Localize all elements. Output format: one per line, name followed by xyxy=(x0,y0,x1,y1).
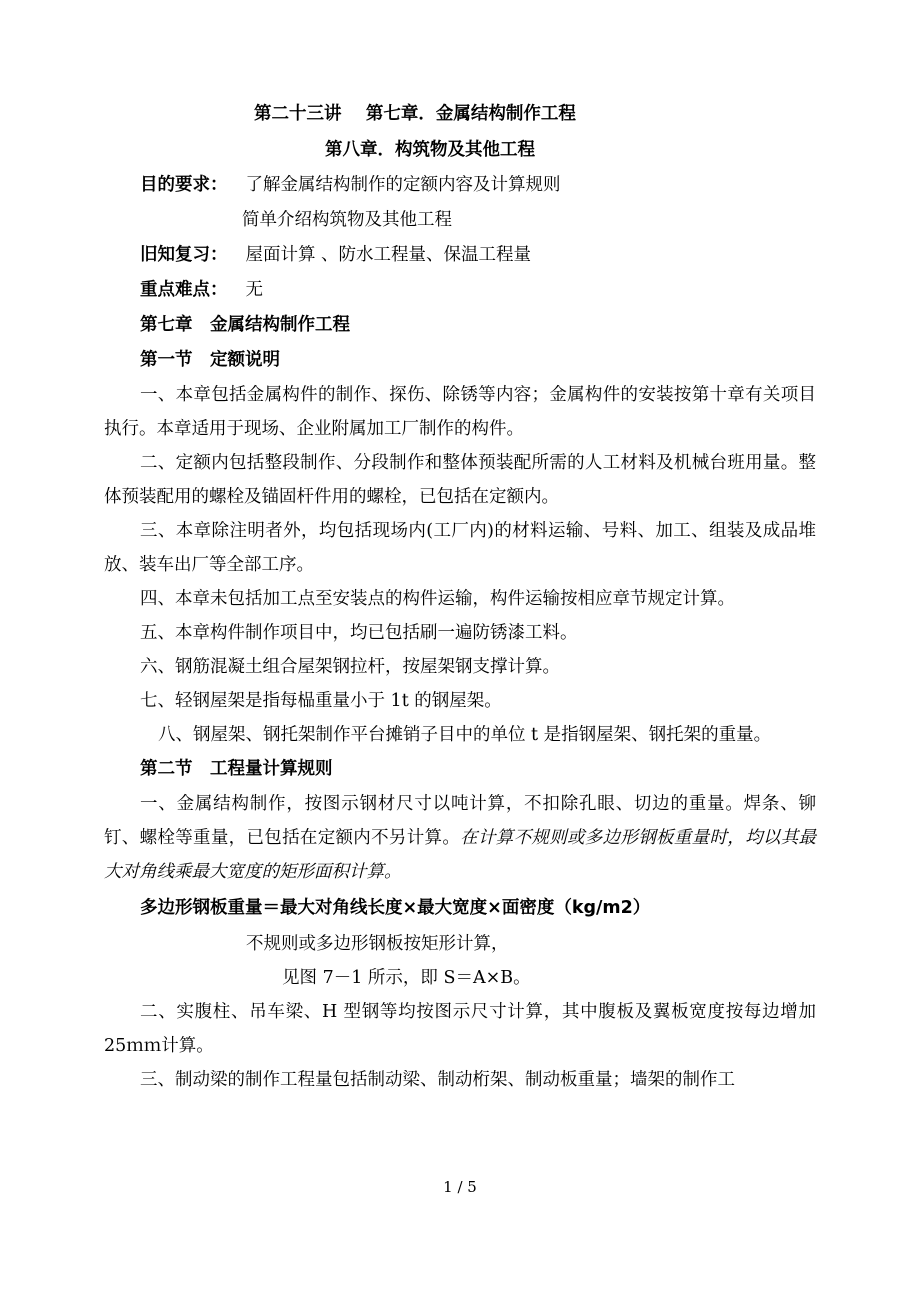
section-2-heading: 第二节 工程量计算规则 xyxy=(140,759,333,779)
section-1-item-4: 五、本章构件制作项目中，均已包括刷一遍防锈漆工料。 xyxy=(140,623,578,643)
objective-row xyxy=(104,168,816,203)
keypoint-row xyxy=(104,273,816,308)
keypoint-text: 无 xyxy=(245,280,263,300)
section-1-item-6: 七、轻钢屋架是指每榀重量小于 1t 的钢屋架。 xyxy=(140,691,502,711)
objective-row-2 xyxy=(104,203,816,238)
objective-label: 目的要求： xyxy=(140,175,228,195)
section-2-item-1-italic: 在计算不规则或多边形钢板重量时，均以其最大对角线乘最大宽度的矩形面积计算。 xyxy=(104,828,817,882)
document-title-line-2: 第八章．构筑物及其他工程 xyxy=(325,140,535,160)
section-2-item-3: 三、制动梁的制作工程量包括制动梁、制动桁架、制动板重量；墙架的制作工 xyxy=(140,1070,735,1090)
section-1-item-2: 三、本章除注明者外，均包括现场内(工厂内)的材料运输、号料、加工、组装及成品堆放、装车出厂等全部工序。 xyxy=(104,521,816,575)
section-1-item-5: 六、钢筋混凝土组合屋架钢拉杆，按屋架钢支撑计算。 xyxy=(140,657,560,677)
objective-text-2: 简单介绍构筑物及其他工程 xyxy=(242,210,452,230)
formula-note-1: 不规则或多边形钢板按矩形计算， xyxy=(246,934,509,954)
keypoint-label: 重点难点： xyxy=(140,280,228,300)
page-number: 1 / 5 xyxy=(443,1178,477,1196)
review-row xyxy=(104,238,816,273)
formula-line: 多边形钢板重量＝最大对角线长度×最大宽度×面密度（kg/m2） xyxy=(140,898,651,918)
section-1-item-7: 八、钢屋架、钢托架制作平台摊销子目中的单位 t 是指钢屋架、钢托架的重量。 xyxy=(158,725,772,745)
formula-note-2: 见图 7－1 所示，即 S＝A×B。 xyxy=(282,968,531,988)
document-title-line-1: 第二十三讲 第七章．金属结构制作工程 xyxy=(254,104,576,124)
chapter-heading: 第七章 金属结构制作工程 xyxy=(140,315,350,335)
section-2-item-1-normal: 一、金属结构制作，按图示钢材尺寸以吨计算，不扣除孔眼、切边的重量。焊条、铆钉、螺栓等重量，已包括在定额内不另计算。 xyxy=(104,794,816,848)
section-1-item-3: 四、本章未包括加工点至安装点的构件运输，构件运输按相应章节规定计算。 xyxy=(140,589,735,609)
section-2-item-1 xyxy=(104,787,816,889)
section-1-heading: 第一节 定额说明 xyxy=(140,350,280,370)
review-label: 旧知复习： xyxy=(140,245,228,265)
objective-text-1: 了解金属结构制作的定额内容及计算规则 xyxy=(245,175,561,195)
section-2-item-2: 二、实腹柱、吊车梁、H 型钢等均按图示尺寸计算，其中腹板及翼板宽度按每边增加 25ｍｍ计算。 xyxy=(104,1002,816,1056)
review-text: 屋面计算 、防水工程量、保温工程量 xyxy=(245,245,532,265)
section-1-item-0: 一、本章包括金属构件的制作、探伤、除锈等内容；金属构件的安装按第十章有关项目执行。本章适用于现场、企业附属加工厂制作的构件。 xyxy=(104,385,816,439)
document-body xyxy=(104,96,816,1097)
section-1-item-1: 二、定额内包括整段制作、分段制作和整体预装配所需的人工材料及机械台班用量。整体预装配用的螺栓及锚固杆件用的螺栓，已包括在定额内。 xyxy=(104,453,816,507)
